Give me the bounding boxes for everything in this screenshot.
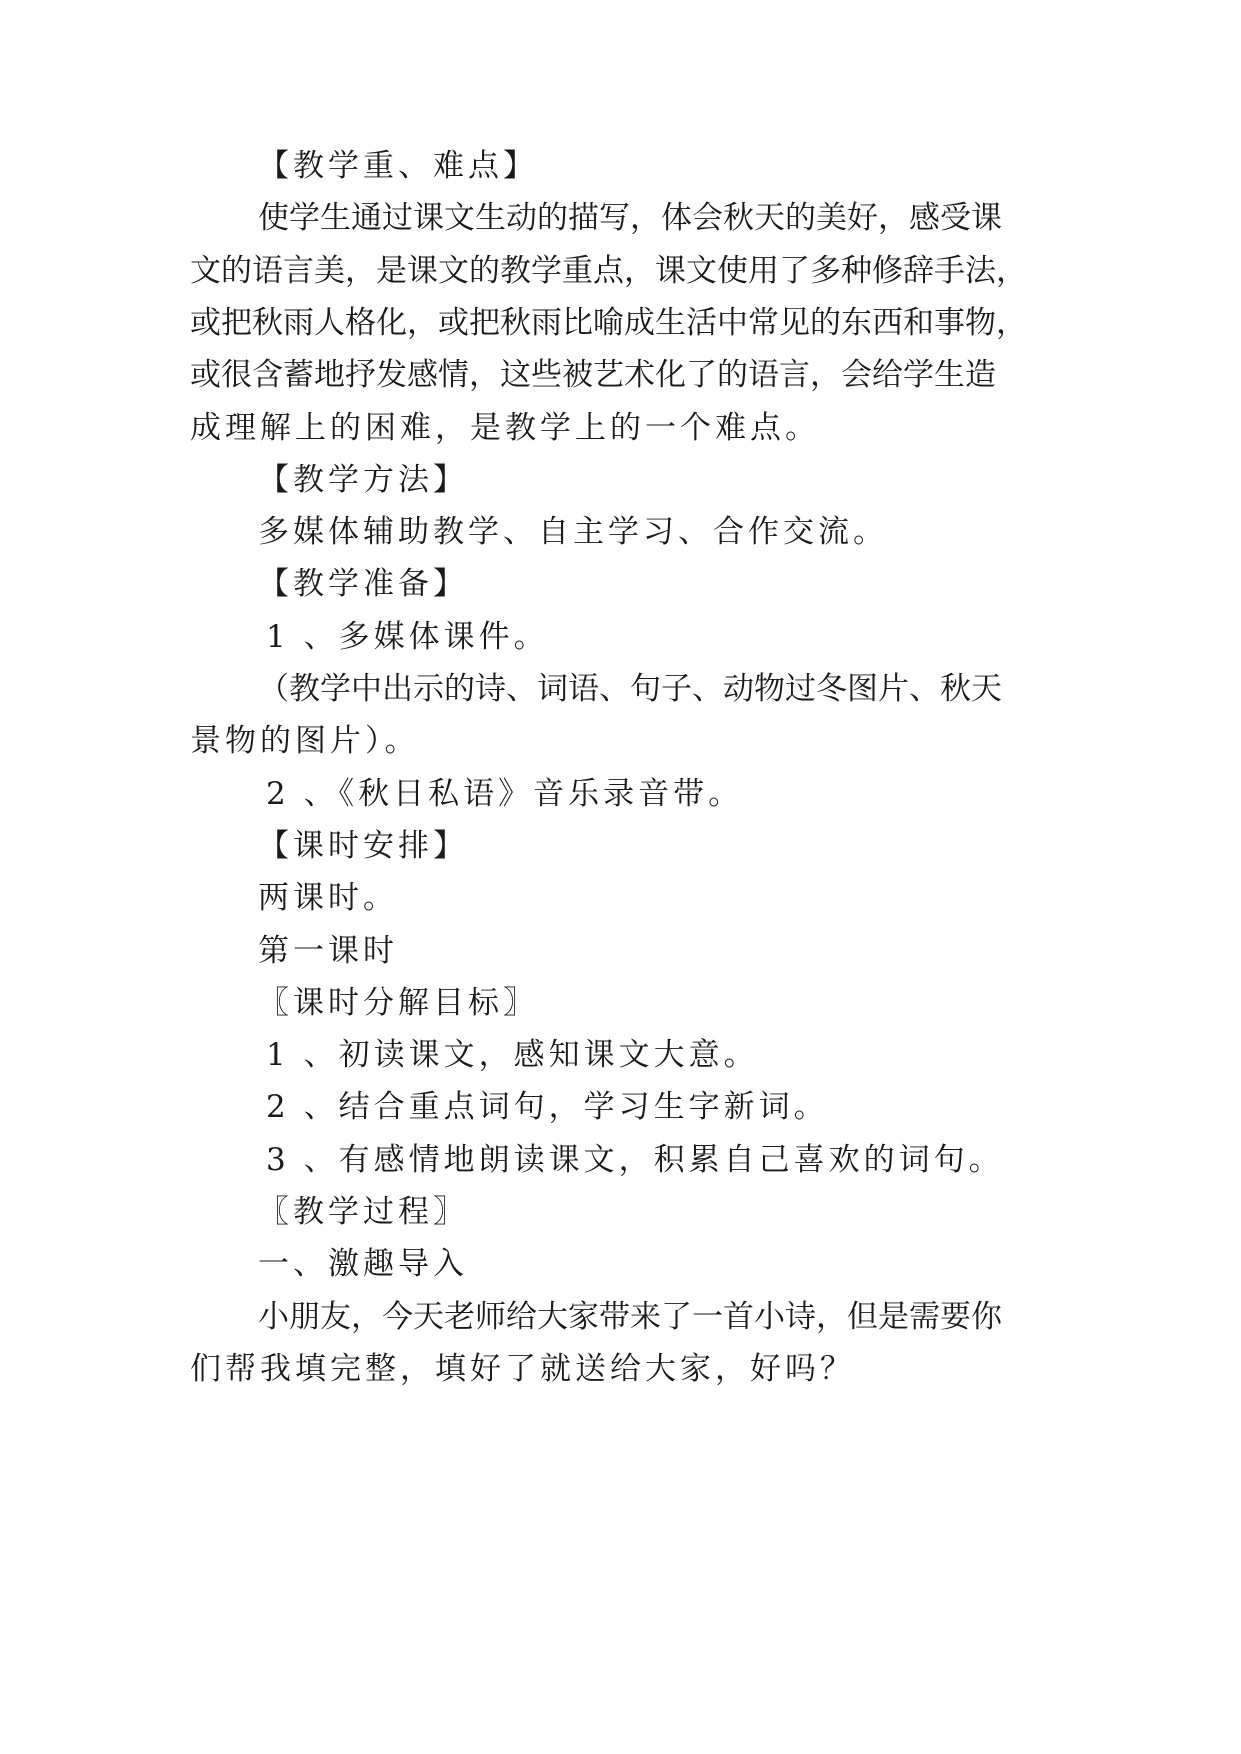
paragraph-line: 使学生通过课文生动的描写，体会秋天的美好，感受课: [258, 200, 1002, 236]
paragraph-line: 们帮我填完整，填好了就送给大家，好吗？: [190, 1351, 855, 1387]
paragraph-line: （教学中出示的诗、词语、句子、动物过冬图片、秋天: [258, 671, 1002, 707]
paragraph-line: 景物的图片）。: [190, 723, 420, 759]
paragraph-line: 文的语言美，是课文的教学重点，课文使用了多种修辞手法，: [190, 253, 1027, 289]
list-item: 1 、初读课文，感知课文大意。: [266, 1037, 759, 1073]
heading-section-one: 一、激趣导入: [258, 1246, 468, 1282]
list-item: 2 、《秋日私语》音乐录音带。: [266, 776, 744, 812]
paragraph-line: 或把秋雨人格化，或把秋雨比喻成生活中常见的东西和事物，: [190, 305, 1027, 341]
list-item: 3 、有感情地朗读课文，积累自己喜欢的词句。: [266, 1142, 1004, 1178]
heading-teaching-method: 【教学方法】: [258, 462, 468, 498]
paragraph-line: 多媒体辅助教学、自主学习、合作交流。: [258, 514, 888, 550]
list-item: 2 、结合重点词句，学习生字新词。: [266, 1089, 829, 1125]
heading-teaching-process: 〖教学过程〗: [258, 1194, 468, 1230]
paragraph-line: 小朋友，今天老师给大家带来了一首小诗，但是需要你: [258, 1299, 1002, 1335]
heading-first-lesson: 第一课时: [258, 933, 398, 969]
list-item: 1 、多媒体课件。: [266, 619, 549, 655]
paragraph-line: 或很含蓄地抒发感情，这些被艺术化了的语言，会给学生造: [190, 357, 996, 393]
heading-teaching-preparation: 【教学准备】: [258, 566, 468, 602]
heading-teaching-key-points: 【教学重、难点】: [258, 148, 538, 184]
heading-lesson-objectives: 〖课时分解目标〗: [258, 985, 538, 1021]
paragraph-line: 两课时。: [258, 880, 398, 916]
paragraph-line: 成理解上的困难，是教学上的一个难点。: [190, 410, 820, 446]
heading-lesson-schedule: 【课时安排】: [258, 828, 468, 864]
